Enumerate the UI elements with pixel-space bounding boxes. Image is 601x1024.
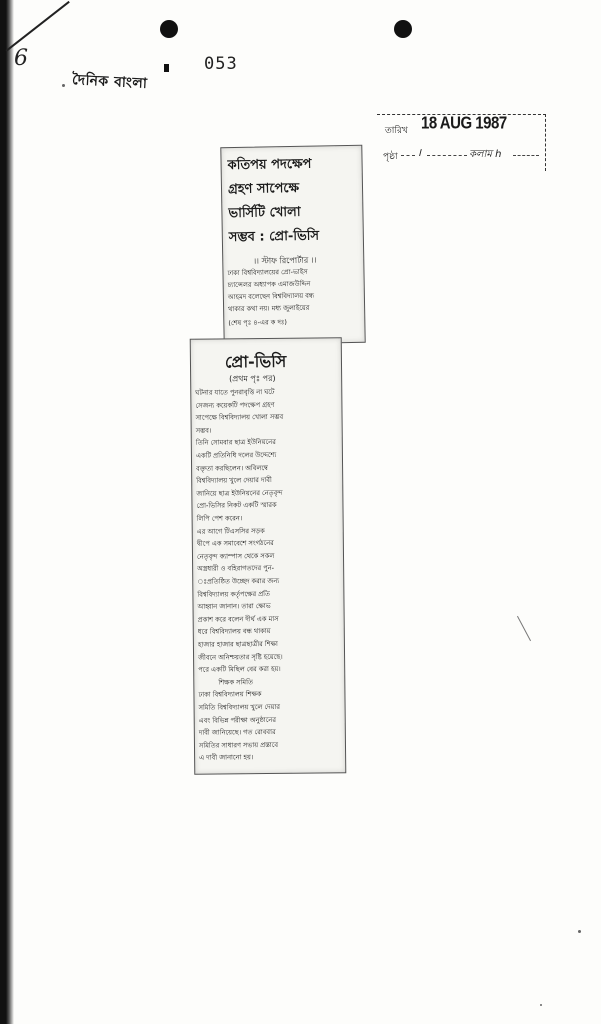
- date-stamp: [377, 114, 546, 171]
- body-line: এর আগে টিএসসির সড়ক: [196, 526, 265, 536]
- body-line: শিক্ষক সমিতি: [218, 677, 253, 687]
- body-line: ঢাকা বিশ্ববিদ্যালয় শিক্ষক: [198, 690, 262, 700]
- scan-scratch: [517, 616, 531, 641]
- body-line: ঘটনার যাতে পুনরাবৃত্তি না ঘটে: [195, 387, 275, 397]
- body-line: এবং বিভিন্ন পরীক্ষা অনুষ্ঠানের: [198, 715, 277, 725]
- scan-speck: [578, 930, 581, 933]
- headline-line: ভার্সিটি খোলা: [228, 204, 301, 222]
- headline-line: গ্রহণ সাপেক্ষে: [227, 180, 300, 198]
- body-line: নেতৃবৃন্দ ক্যাম্পাস থেকে সকল: [196, 551, 275, 561]
- body-line: দ্বীপে এক সমাবেশে সংগঠনের: [196, 539, 274, 548]
- ink-mark: [164, 64, 169, 72]
- body-line: আহ্বান জানান। তারা ক্ষোভ: [197, 602, 271, 611]
- body-line: বিশ্ববিদ্যালয় খুলে দেয়ার দাবী: [196, 476, 272, 485]
- body-line: অস্ত্রধারী ও বহিরাগতদের পুন-: [197, 564, 275, 574]
- page-value: ।: [417, 146, 422, 159]
- body-line: সাপেক্ষে বিশ্ববিদ্যালয় খোলা সম্ভব: [195, 413, 284, 422]
- punch-hole-left: [160, 20, 178, 38]
- scan-speck: [62, 84, 65, 87]
- dash-separator: [513, 155, 539, 157]
- body-line: সেজন্য কয়েকটি পদক্ষেপ গ্রহণ: [195, 400, 275, 410]
- page-code: 053: [204, 54, 238, 74]
- page-label: পৃষ্ঠা: [383, 152, 398, 162]
- scan-speck: [540, 1004, 542, 1006]
- body-line: ঃপ্রতিষ্ঠিত উচ্ছেদ করার জন্য: [197, 576, 280, 586]
- corner-line: [6, 1, 70, 51]
- scan-edge-shadow: [0, 0, 14, 1024]
- dash-separator: [401, 155, 415, 157]
- date-label: তারিখ: [385, 126, 408, 136]
- body-line: থাকার কথা নয়। মধ্য জুলাইয়ের: [228, 303, 310, 314]
- newspaper-name: দৈনিক বাংলা: [71, 72, 148, 92]
- body-line: ধরে বিশ্ববিদ্যালয় বন্ধ থাকায়: [197, 627, 271, 637]
- body-line: (শেষ পৃঃ ৪-এর ক দঃ): [228, 318, 288, 328]
- continued-headline: প্রো-ভিসি: [224, 351, 287, 372]
- body-line: দাবী জানিয়েছে। গত রোববার: [198, 728, 276, 737]
- headline-line: সম্ভব : প্রো-ভিসি: [228, 228, 320, 246]
- body-line: প্রকাশ করে বলেন দীর্ঘ এক মাস: [197, 614, 279, 624]
- dash-separator: [427, 155, 467, 157]
- punch-hole-right: [394, 20, 412, 38]
- body-line: চ্যান্সেলর অধ্যাপক এমাজউদ্দিন: [227, 279, 311, 290]
- body-line: আহমদ বলেছেন বিশ্ববিদ্যালয় বন্ধ: [227, 291, 315, 302]
- body-line: বিশ্ববিদ্যালয় কর্তৃপক্ষের প্রতি: [197, 589, 271, 599]
- news-clipping-bottom: [190, 337, 347, 775]
- body-line: পরে একটি মিছিল বের করা হয়।: [198, 665, 281, 674]
- date-value: 18 AUG 1987: [421, 113, 507, 134]
- body-line: জানিয়ে ছাত্র ইউনিয়নের নেতৃবৃন্দ: [196, 488, 283, 498]
- column-label: কলাম h: [469, 149, 502, 160]
- headline-line: কতিপয় পদক্ষেপ: [227, 156, 312, 174]
- body-line: সমিতির সাধারণ সভায় প্রস্তাবে: [198, 740, 279, 750]
- body-line: লিপি পেশ করেন।: [196, 514, 243, 523]
- body-line: প্রো-ভিসির নিকট একটি স্মারক: [196, 501, 277, 511]
- continued-note: (প্রথম পৃঃ পর): [229, 373, 276, 384]
- body-line: একটি প্রতিনিধি দলের উদ্দেশ্যে: [195, 450, 277, 460]
- body-line: এ দাবী জানানো হয়।: [199, 753, 254, 763]
- body-line: তিনি সোমবার ছাত্র ইউনিয়নের: [195, 438, 276, 448]
- body-line: সম্ভব।: [195, 426, 212, 435]
- byline: ।। স্টাফ রিপোর্টার ।।: [253, 255, 317, 266]
- body-line: সমিতি বিশ্ববিদ্যালয় খুলে দেয়ার: [198, 702, 281, 712]
- body-line: হাজার হাজার ছাত্রছাত্রীর শিক্ষা: [197, 639, 278, 649]
- body-line: ঢাকা বিশ্ববিদ্যালয়ের প্রো-ভাইস: [227, 267, 308, 278]
- news-clipping-top: [220, 145, 365, 345]
- handwritten-number: 6: [14, 46, 28, 71]
- body-line: জীবনে অনিশ্চয়তার সৃষ্টি হয়েছে।: [198, 652, 283, 662]
- body-line: বক্তৃতা করছিলেন। অবিলম্বে: [196, 463, 268, 473]
